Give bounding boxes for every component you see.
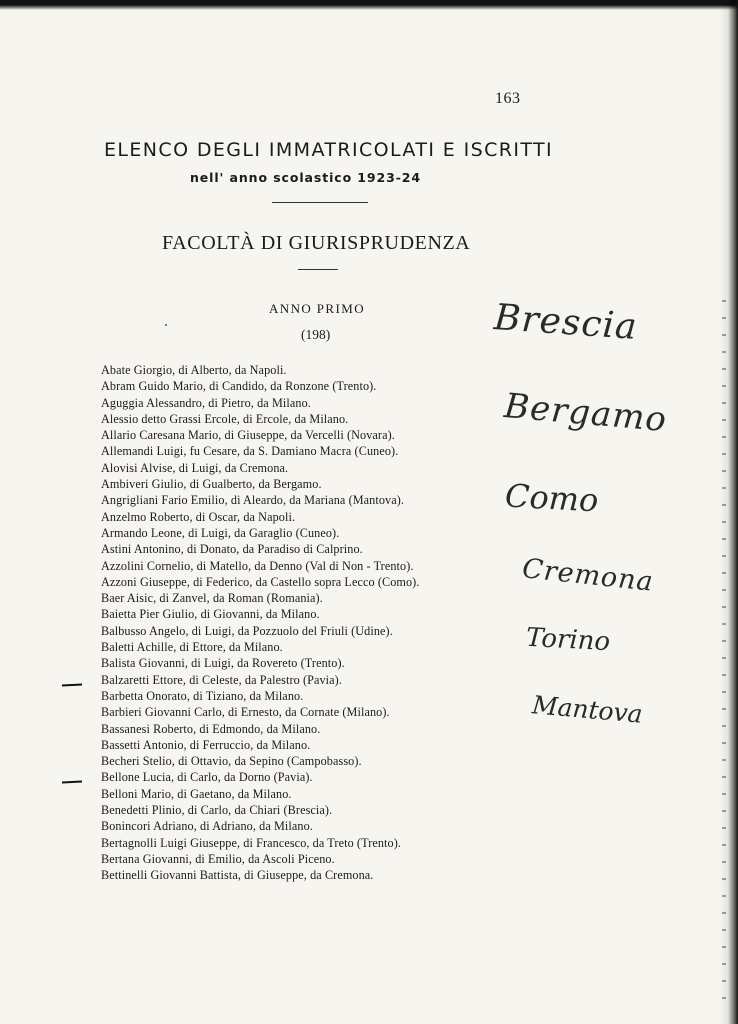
student-entry: Azzolini Cornelio, di Matello, da Denno (Val di Non - Trento). xyxy=(101,558,414,573)
student-entry: Alessio detto Grassi Ercole, di Ercole, da Milano. xyxy=(101,411,349,426)
student-entry: Azzoni Giuseppe, di Federico, da Castello sopra Lecco (Como). xyxy=(101,574,420,589)
margin-arrow-mark xyxy=(62,780,82,783)
student-entry: Baer Aisic, di Zanvel, da Roman (Romania). xyxy=(101,591,323,606)
student-entry: Belloni Mario, di Gaetano, da Milano. xyxy=(101,786,292,801)
student-entry: Bassanesi Roberto, di Edmondo, da Milano. xyxy=(101,721,321,736)
ink-speck xyxy=(165,324,167,326)
student-entry: Balzaretti Ettore, di Celeste, da Palestro (Pavia). xyxy=(101,672,342,687)
student-entry: Allario Caresana Mario, di Giuseppe, da Vercelli (Novara). xyxy=(101,428,395,443)
margin-arrow-mark xyxy=(62,683,82,686)
student-entry: Baietta Pier Giulio, di Giovanni, da Milano. xyxy=(101,607,320,622)
handwritten-note: Brescia xyxy=(492,297,639,348)
document-subtitle: nell' anno scolastico 1923-24 xyxy=(190,170,421,185)
student-entry: Becheri Stelio, di Ottavio, da Sepino (Campobasso). xyxy=(101,754,362,769)
student-entry: Bassetti Antonio, di Ferruccio, da Milano. xyxy=(101,737,311,752)
section-heading: ANNO PRIMO xyxy=(269,301,365,316)
student-entry: Barbetta Onorato, di Tiziano, da Milano. xyxy=(101,688,304,703)
student-entry: Aguggia Alessandro, di Pietro, da Milano. xyxy=(101,395,311,410)
handwritten-note: Bergamo xyxy=(502,385,669,441)
student-entry: Bertana Giovanni, di Emilio, da Ascoli Piceno. xyxy=(101,851,335,866)
student-entry: Bellone Lucia, di Carlo, da Dorno (Pavia). xyxy=(101,770,313,785)
student-entry: Baletti Achille, di Ettore, da Milano. xyxy=(101,640,283,655)
student-entry: Allemandi Luigi, fu Cesare, da S. Damiano Macra (Cuneo). xyxy=(101,444,399,459)
student-entry: Bettinelli Giovanni Battista, di Giuseppe, da Cremona. xyxy=(101,868,374,883)
student-entry: Astini Antonino, di Donato, da Paradiso di Calprino. xyxy=(101,542,363,557)
student-entry: Bertagnolli Luigi Giuseppe, di Francesco, da Treto (Trento). xyxy=(101,835,402,850)
faculty-title: FACOLTÀ DI GIURISPRUDENZA xyxy=(162,232,471,254)
scan-edge-specks xyxy=(722,300,726,1000)
student-entry: Abram Guido Mario, di Candido, da Ronzone (Trento). xyxy=(101,379,377,394)
student-entry: Alovisi Alvise, di Luigi, da Cremona. xyxy=(101,460,289,475)
scan-edge-top xyxy=(0,0,738,10)
student-entry: Bonincori Adriano, di Adriano, da Milano. xyxy=(101,819,313,834)
handwritten-note: Mantova xyxy=(530,690,644,729)
title-divider xyxy=(272,202,368,203)
handwritten-note: Como xyxy=(504,476,600,520)
faculty-divider xyxy=(298,269,338,270)
student-entry: Benedetti Plinio, di Carlo, da Chiari (Brescia). xyxy=(101,803,333,818)
student-entry: Balista Giovanni, di Luigi, da Rovereto (Trento). xyxy=(101,656,345,671)
handwritten-note: Torino xyxy=(525,622,611,658)
document-title: ELENCO DEGLI IMMATRICOLATI E ISCRITTI xyxy=(104,139,554,161)
student-entry: Balbusso Angelo, di Luigi, da Pozzuolo del Friuli (Udine). xyxy=(101,623,393,638)
handwritten-note: Cremona xyxy=(520,553,656,598)
student-entry: Angrigliani Fario Emilio, di Aleardo, da Mariana (Mantova). xyxy=(101,493,405,508)
student-entry: Abate Giorgio, di Alberto, da Napoli. xyxy=(101,363,287,377)
student-list xyxy=(101,362,521,884)
student-entry: Ambiveri Giulio, di Gualberto, da Bergamo. xyxy=(101,477,322,492)
student-entry: Barbieri Giovanni Carlo, di Ernesto, da Cornate (Milano). xyxy=(101,705,390,720)
page-number: 163 xyxy=(495,90,521,107)
section-count: (198) xyxy=(301,327,331,342)
student-entry: Armando Leone, di Luigi, da Garaglio (Cuneo). xyxy=(101,525,340,540)
student-entry: Anzelmo Roberto, di Oscar, da Napoli. xyxy=(101,509,296,524)
